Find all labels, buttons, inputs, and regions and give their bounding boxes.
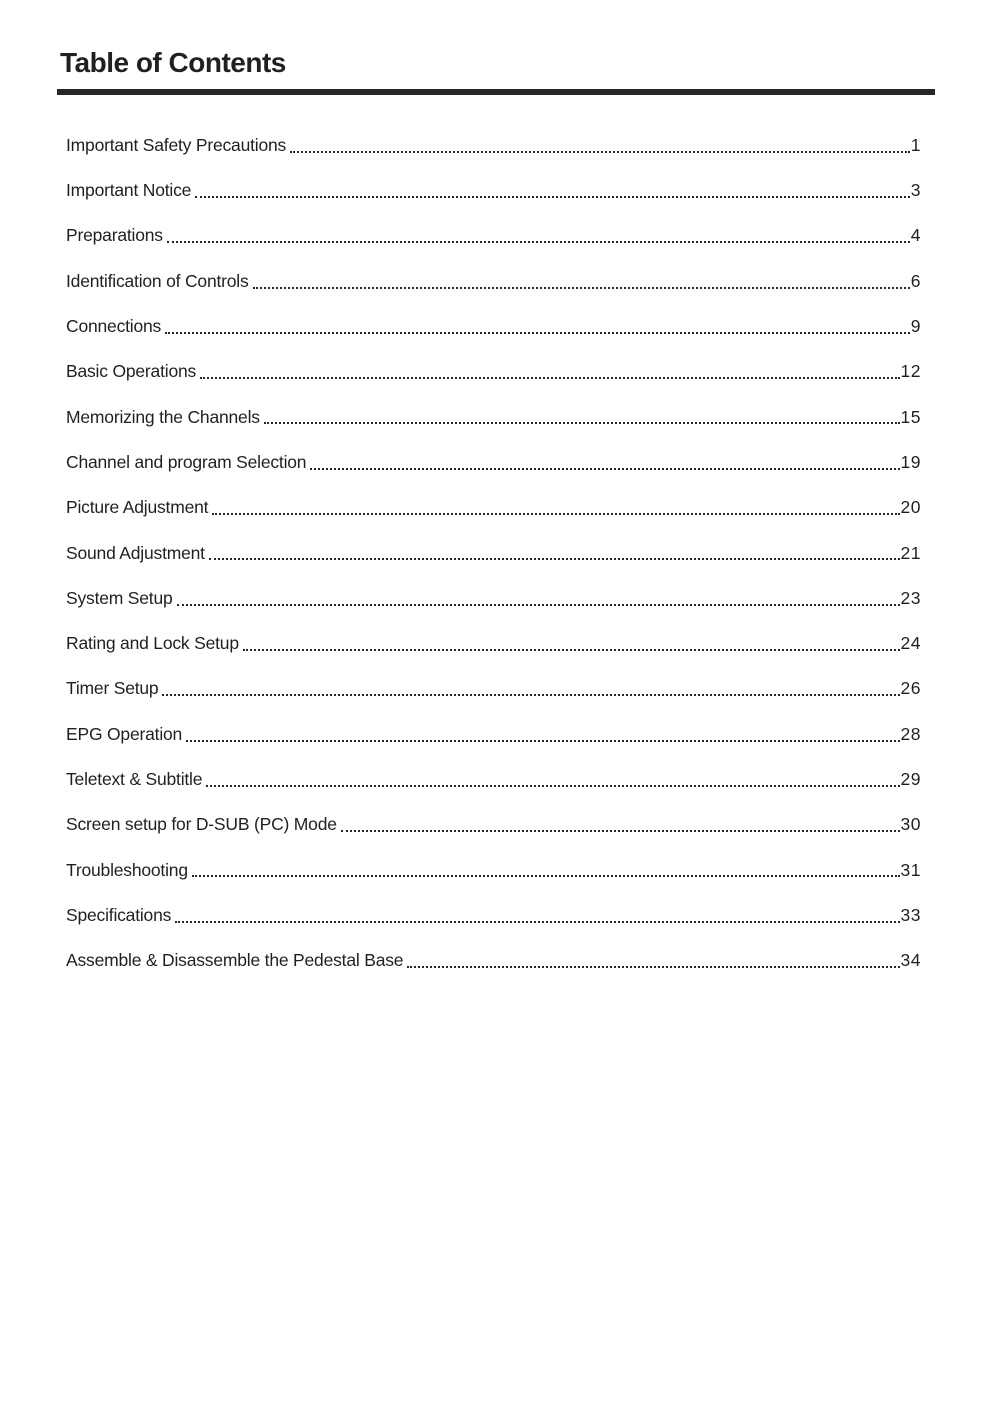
toc-entry-page: 26 [900, 678, 921, 699]
toc-entry-page: 6 [910, 270, 921, 291]
toc-entry-page: 21 [900, 542, 921, 563]
toc-entry-label: System Setup [66, 587, 173, 608]
toc-entry [66, 712, 921, 757]
toc-entry [66, 802, 921, 847]
toc-entry-page: 20 [900, 497, 921, 518]
toc-entry [66, 485, 921, 530]
dot-leader [264, 422, 900, 424]
title-rule [57, 89, 935, 95]
toc-entry [66, 848, 921, 893]
toc-entry-label: Rating and Lock Setup [66, 633, 239, 654]
toc-entry [66, 938, 921, 983]
toc-entry-page: 15 [900, 406, 921, 427]
dot-leader [253, 287, 910, 289]
page-header [57, 48, 935, 95]
toc-entry-label: Timer Setup [66, 678, 159, 699]
dot-leader [186, 740, 899, 742]
dot-leader [200, 377, 899, 379]
page-title: Table of Contents [60, 47, 286, 78]
toc-entry [66, 757, 921, 802]
dot-leader [209, 558, 900, 560]
toc-entry [66, 259, 921, 304]
toc-entry [66, 349, 921, 394]
toc-entry-page: 29 [900, 769, 921, 790]
toc-entry [66, 440, 921, 485]
toc-entry [66, 304, 921, 349]
dot-leader [192, 875, 900, 877]
toc-entry-label: EPG Operation [66, 723, 183, 744]
toc-entry-label: Memorizing the Channels [66, 406, 260, 427]
toc-entry [66, 667, 921, 712]
dot-leader [177, 604, 900, 606]
toc-entry-label: Basic Operations [66, 361, 197, 382]
toc-entry [66, 395, 921, 440]
toc-entry-label: Preparations [66, 225, 163, 246]
toc-entry-label: Identification of Controls [66, 270, 249, 291]
dot-leader [162, 694, 899, 696]
toc-entry-page: 24 [900, 633, 921, 654]
toc-entry [66, 168, 921, 213]
dot-leader [175, 921, 899, 923]
dot-leader [212, 513, 899, 515]
toc-entry-label: Picture Adjustment [66, 497, 209, 518]
toc-list [66, 123, 921, 984]
toc-entry-page: 4 [910, 225, 921, 246]
toc-entry-page: 23 [900, 587, 921, 608]
dot-leader [290, 151, 910, 153]
toc-entry-page: 31 [900, 859, 921, 880]
toc-entry [66, 893, 921, 938]
toc-entry [66, 621, 921, 666]
dot-leader [165, 332, 910, 334]
toc-entry-label: Specifications [66, 904, 172, 925]
toc-entry-page: 3 [910, 180, 921, 201]
toc-entry-page: 34 [900, 950, 921, 971]
dot-leader [206, 785, 899, 787]
toc-entry [66, 531, 921, 576]
toc-entry-label: Sound Adjustment [66, 542, 205, 563]
toc-entry-page: 28 [900, 723, 921, 744]
toc-entry-page: 12 [900, 361, 921, 382]
toc-entry-label: Troubleshooting [66, 859, 188, 880]
toc-entry-page: 33 [900, 904, 921, 925]
toc-entry-label: Important Safety Precautions [66, 134, 287, 155]
toc-entry-label: Channel and program Selection [66, 451, 307, 472]
toc-entry-label: Assemble & Disassemble the Pedestal Base [66, 950, 404, 971]
toc-entry [66, 123, 921, 168]
dot-leader [310, 468, 899, 470]
dot-leader [195, 196, 910, 198]
toc-entry [66, 576, 921, 621]
toc-entry-page: 30 [900, 814, 921, 835]
toc-entry-label: Important Notice [66, 180, 192, 201]
dot-leader [341, 830, 900, 832]
toc-entry-page: 9 [910, 316, 921, 337]
toc-entry-page: 19 [900, 451, 921, 472]
toc-entry [66, 214, 921, 259]
dot-leader [167, 241, 910, 243]
dot-leader [243, 649, 900, 651]
toc-entry-label: Teletext & Subtitle [66, 769, 203, 790]
toc-entry-label: Screen setup for D-SUB (PC) Mode [66, 814, 337, 835]
toc-entry-label: Connections [66, 316, 162, 337]
toc-entry-page: 1 [910, 134, 921, 155]
dot-leader [407, 966, 899, 968]
